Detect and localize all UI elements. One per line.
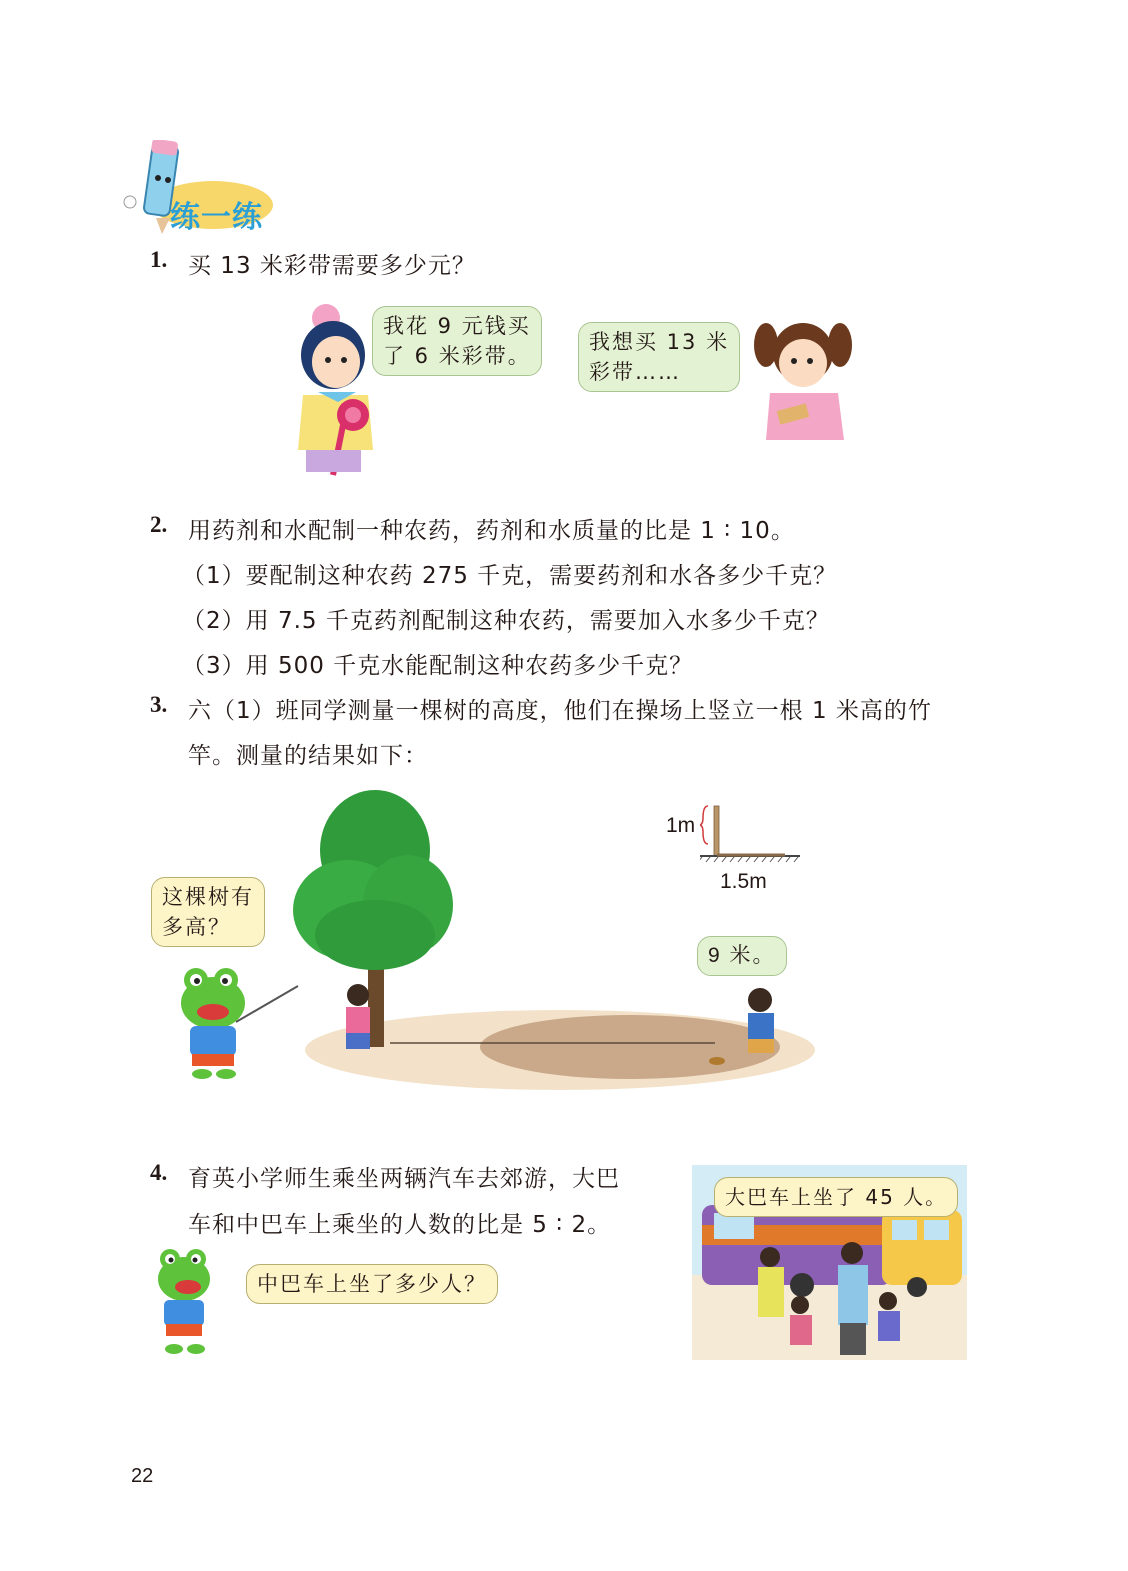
section-title: 练一练 [170, 200, 263, 235]
bubble-line: 彩带…… [589, 360, 681, 384]
bubble-line: 我花 9 元钱买 [383, 314, 531, 338]
bubble-line: 了 6 米彩带。 [383, 344, 531, 368]
section-header [118, 140, 278, 235]
question-2-sub-1: （1）要配制这种农药 275 千克，需要药剂和水各多少千克？ [182, 563, 838, 589]
question-3-line-2: 竿。测量的结果如下： [188, 743, 428, 769]
question-2-sub-2: （2）用 7.5 千克药剂配制这种农药，需要加入水多少千克？ [182, 608, 830, 634]
speech-bubble-bus: 大巴车上坐了 45 人。 [714, 1177, 958, 1217]
page-number: 22 [131, 1465, 154, 1487]
question-2-number: 2. [150, 512, 168, 537]
question-2-text: 用药剂和水配制一种农药，药剂和水质量的比是 1 ∶ 10。 [188, 518, 795, 544]
pole-shadow-diagram [700, 800, 810, 870]
bubble-line: 我想买 13 米 [589, 330, 730, 354]
speech-bubble-girl-left [372, 306, 542, 376]
question-1-text: 买 13 米彩带需要多少元？ [188, 253, 476, 279]
question-3-number: 3. [150, 692, 168, 717]
frog-mascot-talking [150, 1245, 230, 1360]
question-4-line-1: 育英小学师生乘坐两辆汽车去郊游，大巴 [188, 1166, 620, 1192]
girl-with-pigtails-illustration [748, 315, 858, 445]
shadow-length-label: 1.5m [720, 870, 767, 893]
speech-bubble-boy-q3: 9 米。 [697, 936, 787, 976]
question-4-line-2: 车和中巴车上乘坐的人数的比是 5 ∶ 2。 [188, 1212, 612, 1238]
speech-bubble-frog-q4: 中巴车上坐了多少人？ [246, 1264, 498, 1304]
bubble-line: 这棵树有 [162, 885, 254, 909]
question-1-number: 1. [150, 247, 168, 272]
question-4-number: 4. [150, 1160, 168, 1185]
pole-height-label: 1m [666, 814, 696, 837]
frog-mascot-pointing [168, 968, 308, 1083]
bubble-line: 多高？ [162, 915, 231, 939]
question-2-sub-3: （3）用 500 千克水能配制这种农药多少千克？ [182, 653, 694, 679]
speech-bubble-frog-q3 [151, 877, 265, 947]
speech-bubble-girl-right [578, 322, 740, 392]
question-3-line-1: 六（1）班同学测量一棵树的高度，他们在操场上竖立一根 1 米高的竹 [188, 698, 932, 724]
